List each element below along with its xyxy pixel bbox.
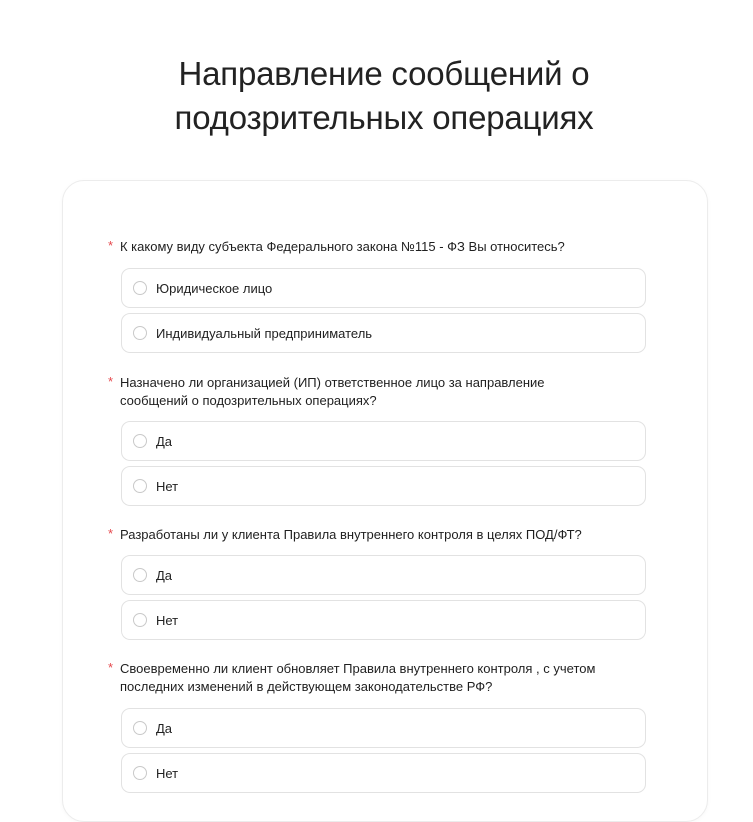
option-yes[interactable]	[121, 708, 646, 748]
required-marker: *	[108, 526, 114, 541]
option-individual-entrepreneur[interactable]	[121, 313, 646, 353]
required-marker: *	[108, 374, 114, 389]
radio-circle-icon[interactable]	[133, 721, 147, 735]
option-yes[interactable]	[121, 555, 646, 595]
question-2-label-line-1: Назначено ли организацией (ИП) ответственное лицо за направление	[120, 375, 545, 390]
radio-circle-icon[interactable]	[133, 281, 147, 295]
option-label: Да	[156, 568, 173, 583]
radio-circle-icon[interactable]	[133, 479, 147, 493]
option-label: Нет	[156, 766, 179, 781]
radio-circle-icon[interactable]	[133, 613, 147, 627]
radio-circle-icon[interactable]	[133, 326, 147, 340]
option-label: Индивидуальный предприниматель	[156, 326, 373, 341]
question-3	[108, 526, 660, 544]
option-label: Да	[156, 721, 173, 736]
required-marker: *	[108, 660, 114, 675]
question-2-label	[108, 374, 660, 410]
question-2-label-line-2: сообщений о подозрительных операциях?	[120, 393, 377, 408]
question-1-label	[108, 238, 660, 256]
question-4-label-line-1: Своевременно ли клиент обновляет Правила внутреннего контроля , с учетом	[120, 661, 596, 676]
page-title	[0, 52, 753, 140]
question-3-label	[108, 526, 660, 544]
option-no[interactable]	[121, 600, 646, 640]
radio-circle-icon[interactable]	[133, 766, 147, 780]
radio-circle-icon[interactable]	[133, 568, 147, 582]
option-legal-entity[interactable]	[121, 268, 646, 308]
question-2	[108, 374, 660, 410]
option-yes[interactable]	[121, 421, 646, 461]
option-no[interactable]	[121, 466, 646, 506]
radio-circle-icon[interactable]	[133, 434, 147, 448]
option-label: Нет	[156, 613, 179, 628]
question-1-label-line-1: К какому виду субъекта Федерального закона №115 - ФЗ Вы относитесь?	[120, 239, 565, 254]
option-label: Нет	[156, 479, 179, 494]
question-1	[108, 238, 660, 256]
option-no[interactable]	[121, 753, 646, 793]
question-4-label-line-2: последних изменений в действующем законодательстве РФ?	[120, 679, 493, 694]
option-label: Юридическое лицо	[156, 281, 273, 296]
page-title-line-1: Направление сообщений о	[178, 55, 590, 92]
page-title-line-2: подозрительных операциях	[174, 99, 594, 136]
option-label: Да	[156, 434, 173, 449]
question-4-label	[108, 660, 660, 696]
question-4	[108, 660, 660, 696]
required-marker: *	[108, 238, 114, 253]
question-3-label-line-1: Разработаны ли у клиента Правила внутреннего контроля в целях ПОД/ФТ?	[120, 527, 582, 542]
